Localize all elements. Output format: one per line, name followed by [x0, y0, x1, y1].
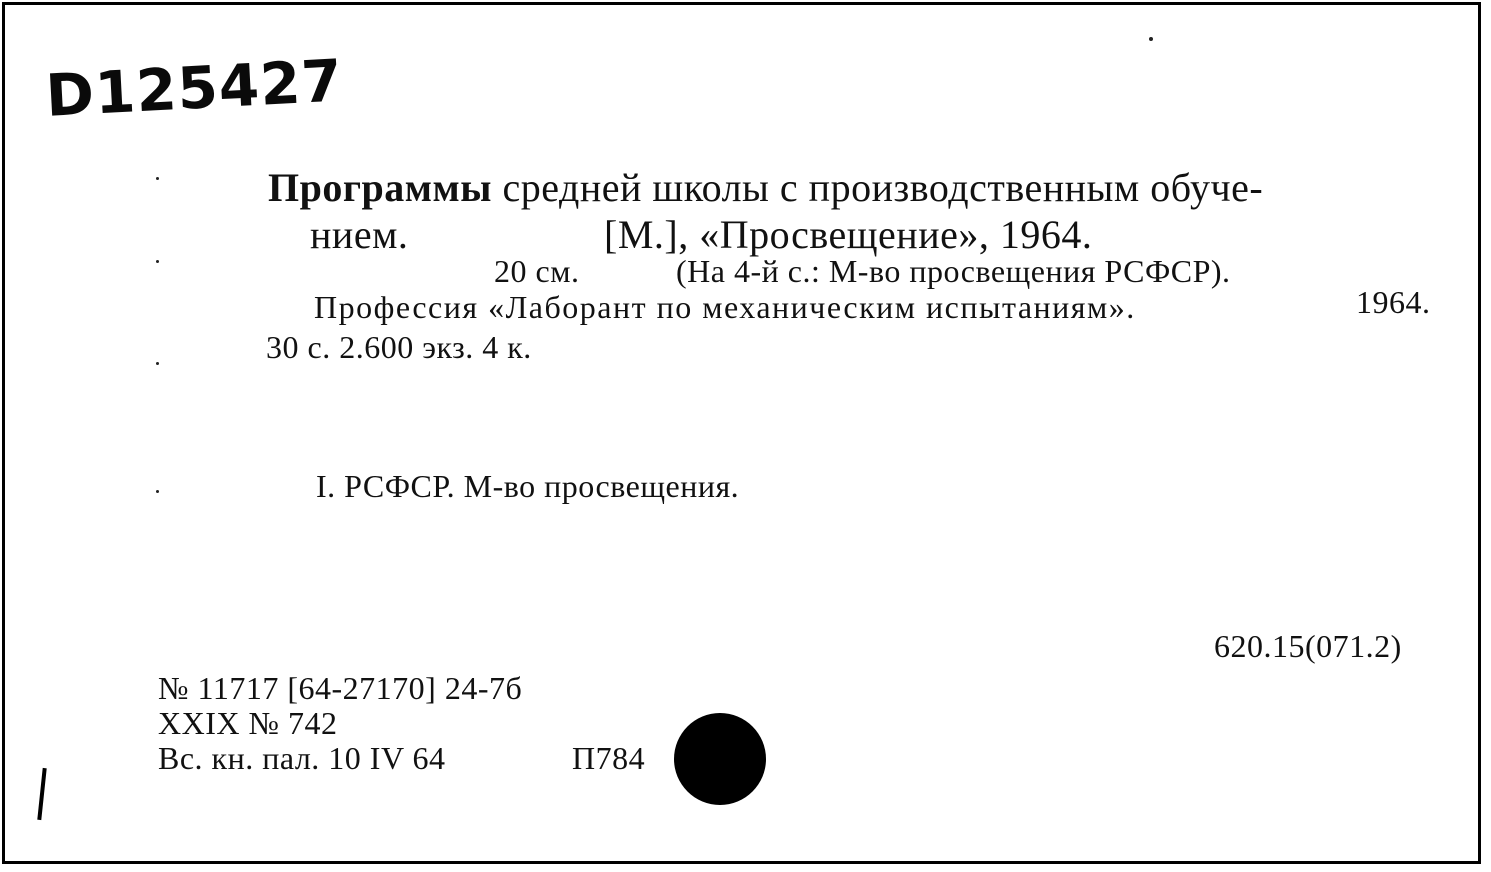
footer-line-3: Вс. кн. пал. 10 IV 64	[158, 740, 446, 776]
publisher-note: (На 4-й с.: М-во просвещения РСФСР).	[676, 253, 1231, 289]
classification-number: 620.15(071.2)	[1214, 628, 1402, 664]
title-line-2: нием.	[310, 212, 409, 257]
punch-hole	[674, 713, 766, 805]
speck-dot	[1149, 37, 1153, 41]
title-line-1	[268, 164, 1263, 211]
speck-dot	[156, 490, 159, 493]
speck-dot	[156, 177, 159, 180]
imprint: [М.], «Просвещение», 1964.	[604, 212, 1093, 257]
title-bold: Программы	[268, 165, 492, 210]
footer-line-2: XXIX № 742	[158, 705, 338, 741]
handwritten-accession-number: D125427	[44, 46, 345, 130]
series-note: Профессия «Лаборант по механическим испытаниям».	[314, 289, 1136, 325]
collation: 30 с. 2.600 экз. 4 к.	[266, 329, 532, 365]
series-year: 1964.	[1356, 284, 1431, 320]
footer-code: П784	[572, 740, 646, 776]
title-rest: средней школы с производственным обуче-	[502, 165, 1264, 210]
speck-dot	[156, 362, 159, 365]
footer-line-1: № 11717 [64-27170] 24-7б	[158, 670, 523, 706]
speck-dot	[156, 260, 159, 263]
size-note: 20 см.	[494, 253, 580, 289]
added-entry: I. РСФСР. М-во просвещения.	[316, 468, 740, 504]
